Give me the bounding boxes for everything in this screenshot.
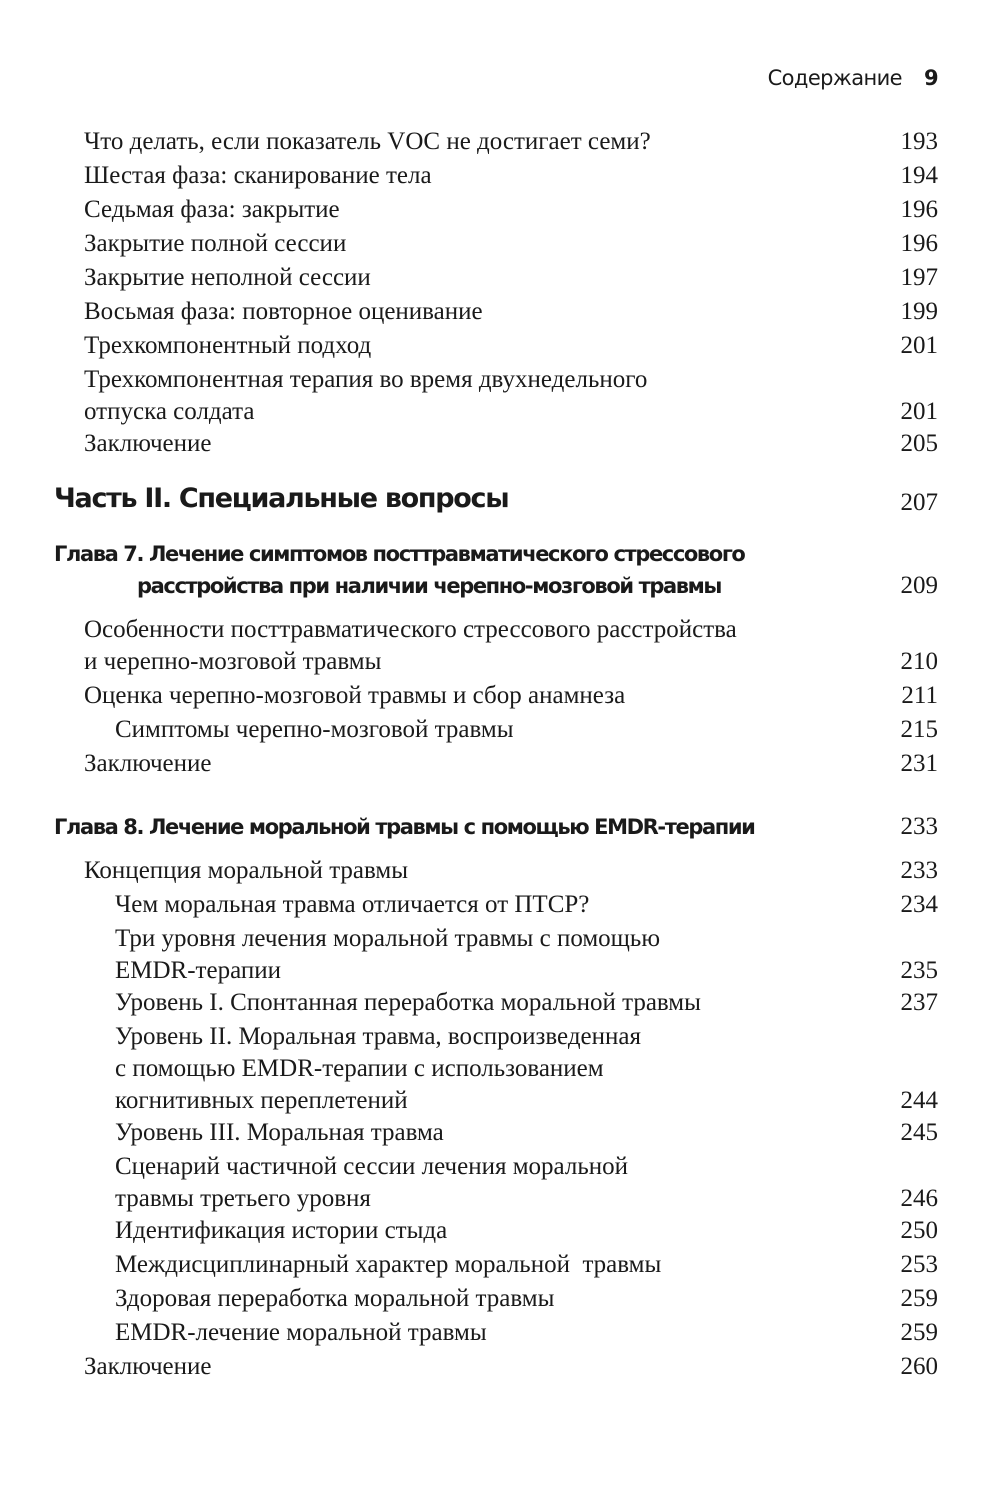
toc-entry[interactable] xyxy=(0,160,1000,192)
toc-entry-title: EMDR-лечение моральной травмы xyxy=(115,1319,487,1346)
toc-entry-title: Уровень III. Моральная травма xyxy=(115,1119,444,1146)
toc-entry-title: Заключение xyxy=(84,750,212,777)
toc-entry-title-line-2: с помощью EMDR-терапии с использованием xyxy=(115,1055,604,1082)
toc-entry-page: 245 xyxy=(900,1119,938,1146)
toc-entry[interactable] xyxy=(0,1215,1000,1247)
toc-entry[interactable] xyxy=(0,614,1000,678)
toc-entry[interactable] xyxy=(0,1351,1000,1383)
toc-part-heading[interactable] xyxy=(0,483,1000,519)
toc-entry-page: 244 xyxy=(900,1087,938,1114)
toc-entry-page: 231 xyxy=(900,750,938,777)
toc-entry-title: Концепция моральной травмы xyxy=(84,857,409,884)
toc-entry[interactable] xyxy=(0,987,1000,1019)
toc-entry[interactable] xyxy=(0,714,1000,746)
toc-entry-page: 253 xyxy=(900,1251,938,1278)
toc-entry-title-line-1: Три уровня лечения моральной травмы с помощью xyxy=(115,925,660,952)
toc-entry[interactable] xyxy=(0,680,1000,712)
toc-entry-title: Закрытие полной сессии xyxy=(84,230,347,257)
toc-entry[interactable] xyxy=(0,194,1000,226)
toc-entry-title-line-1: Уровень II. Моральная травма, воспроизведенная xyxy=(115,1023,641,1050)
toc-entry-page: 194 xyxy=(900,162,938,189)
toc-entry-page: 210 xyxy=(900,648,938,675)
toc-entry-page: 215 xyxy=(900,716,938,743)
toc-entry-title: Заключение xyxy=(84,1353,212,1380)
toc-entry-page: 211 xyxy=(901,682,938,709)
toc-entry-page: 234 xyxy=(900,891,938,918)
toc-entry-page: 201 xyxy=(900,398,938,425)
toc-entry[interactable] xyxy=(0,1317,1000,1349)
toc-entry-page: 197 xyxy=(900,264,938,291)
toc-entry-page: 260 xyxy=(900,1353,938,1380)
toc-entry[interactable] xyxy=(0,1117,1000,1149)
toc-entry-title: Междисциплинарный характер моральной травмы xyxy=(115,1251,662,1278)
toc-entry[interactable] xyxy=(0,1283,1000,1315)
toc-entry[interactable] xyxy=(0,330,1000,362)
toc-entry[interactable] xyxy=(0,364,1000,428)
toc-entry-title: Заключение xyxy=(84,430,212,457)
toc-entry-page: 201 xyxy=(900,332,938,359)
toc-entry-page: 205 xyxy=(900,430,938,457)
toc-chapter-title-line-1: Глава 7. Лечение симптомов посттравматического стрессового xyxy=(54,542,745,566)
toc-entry-title-line-3: когнитивных переплетений xyxy=(115,1087,408,1114)
toc-chapter-title: Глава 8. Лечение моральной травмы с помощью EMDR-терапии xyxy=(54,815,755,839)
header-section-title: Содержание xyxy=(767,66,902,90)
toc-entry[interactable] xyxy=(0,923,1000,987)
toc-entry-page: 207 xyxy=(900,489,938,516)
toc-entry-title: Здоровая переработка моральной травмы xyxy=(115,1285,555,1312)
toc-chapter-heading[interactable] xyxy=(0,538,1000,602)
toc-entry[interactable] xyxy=(0,1249,1000,1281)
toc-entry[interactable] xyxy=(0,228,1000,260)
toc-entry[interactable] xyxy=(0,889,1000,921)
toc-entry-title: Восьмая фаза: повторное оценивание xyxy=(84,298,483,325)
toc-entry[interactable] xyxy=(0,1151,1000,1215)
toc-entry-page: 235 xyxy=(900,957,938,984)
toc-entry-page: 246 xyxy=(900,1185,938,1212)
toc-entry-page: 259 xyxy=(900,1319,938,1346)
toc-entry-page: 250 xyxy=(900,1217,938,1244)
header-page-number: 9 xyxy=(923,66,938,90)
toc-entry-page: 193 xyxy=(900,128,938,155)
toc-chapter-heading[interactable] xyxy=(0,811,1000,843)
toc-entry[interactable] xyxy=(0,748,1000,780)
toc-entry-page: 259 xyxy=(900,1285,938,1312)
toc-entry[interactable] xyxy=(0,296,1000,328)
toc-entry-title: Что делать, если показатель VOC не достигает семи? xyxy=(84,128,651,155)
toc-entry-title: Закрытие неполной сессии xyxy=(84,264,371,291)
toc-entry-title-line-2: EMDR-терапии xyxy=(115,957,281,984)
toc-entry[interactable] xyxy=(0,126,1000,158)
toc-entry-page: 196 xyxy=(900,230,938,257)
toc-entry-page: 233 xyxy=(900,857,938,884)
toc-entry-title: Седьмая фаза: закрытие xyxy=(84,196,340,223)
toc-entry-title-line-1: Особенности посттравматического стрессового расстройства xyxy=(84,616,737,643)
toc-entry-page: 237 xyxy=(900,989,938,1016)
toc-entry-page: 233 xyxy=(900,813,938,840)
toc-entry[interactable] xyxy=(0,855,1000,887)
toc-entry-title-line-2: отпуска солдата xyxy=(84,398,255,425)
toc-entry-title: Шестая фаза: сканирование тела xyxy=(84,162,432,189)
toc-part-title: Часть II. Специальные вопросы xyxy=(54,483,509,514)
toc-entry-title-line-1: Трехкомпонентная терапия во время двухнедельного xyxy=(84,366,648,393)
toc-entry-title: Трехкомпонентный подход xyxy=(84,332,372,359)
toc-entry[interactable] xyxy=(0,262,1000,294)
toc-entry-title: Симптомы черепно-мозговой травмы xyxy=(115,716,514,743)
toc-entry-title: Оценка черепно-мозговой травмы и сбор анамнеза xyxy=(84,682,626,709)
toc-entry-title: Уровень I. Спонтанная переработка моральной травмы xyxy=(115,989,701,1016)
toc-entry-title-line-2: травмы третьего уровня xyxy=(115,1185,371,1212)
toc-entry-page: 209 xyxy=(900,572,938,599)
toc-entry-page: 199 xyxy=(900,298,938,325)
running-header xyxy=(768,66,938,90)
toc-entry[interactable] xyxy=(0,1021,1000,1117)
toc-chapter-title-line-2: расстройства при наличии черепно-мозговой травмы xyxy=(137,574,721,598)
toc-entry-title: Чем моральная травма отличается от ПТСР? xyxy=(115,891,590,918)
toc-entry-title-line-1: Сценарий частичной сессии лечения моральной xyxy=(115,1153,629,1180)
toc-entry-title: Идентификация истории стыда xyxy=(115,1217,448,1244)
toc-entry-page: 196 xyxy=(900,196,938,223)
toc-entry-title-line-2: и черепно-мозговой травмы xyxy=(84,648,382,675)
toc-entry[interactable] xyxy=(0,428,1000,460)
